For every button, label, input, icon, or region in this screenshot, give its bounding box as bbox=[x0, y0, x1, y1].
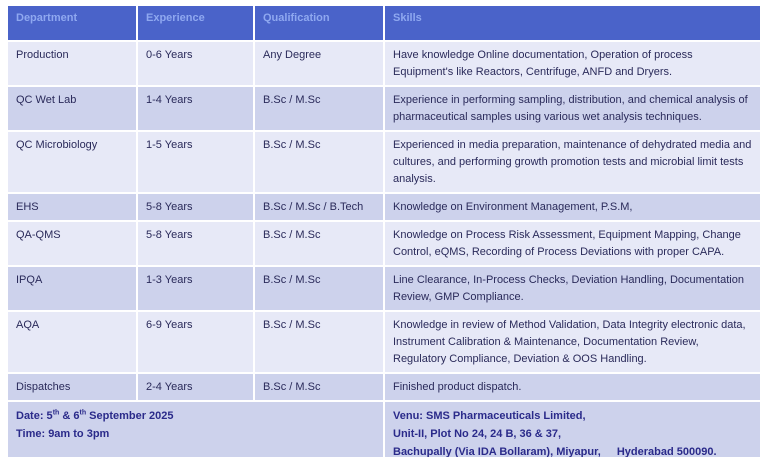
cell-qualification: B.Sc / M.Sc bbox=[255, 267, 383, 310]
cell-experience: 1-5 Years bbox=[138, 132, 253, 192]
table-row bbox=[8, 87, 760, 130]
cell-experience: 0-6 Years bbox=[138, 42, 253, 85]
cell-qualification: B.Sc / M.Sc bbox=[255, 87, 383, 130]
table-row bbox=[8, 267, 760, 310]
cell-department: QC Microbiology bbox=[8, 132, 136, 192]
venue-line: Bachupally (Via IDA Bollaram), Miyapur, Hyderabad 500090. bbox=[393, 446, 717, 457]
cell-skills: Experienced in media preparation, maintenance of dehydrated media and cultures, and performing growth promotion tests and microbial limit tests analysis. bbox=[385, 132, 760, 192]
cell-skills: Line Clearance, In-Process Checks, Deviation Handling, Documentation Review, GMP Compliance. bbox=[385, 267, 760, 310]
cell-skills: Have knowledge Online documentation, Operation of process Equipment's like Reactors, Centrifuge, ANFD and Dryers. bbox=[385, 42, 760, 85]
venue-cell bbox=[385, 402, 760, 457]
table-header-row bbox=[8, 6, 760, 40]
cell-skills: Knowledge on Environment Management, P.S.M, bbox=[385, 194, 760, 220]
header-department: Department bbox=[8, 6, 136, 40]
cell-experience: 6-9 Years bbox=[138, 312, 253, 372]
footer-row bbox=[8, 402, 760, 457]
cell-experience: 1-4 Years bbox=[138, 87, 253, 130]
cell-experience: 1-3 Years bbox=[138, 267, 253, 310]
cell-skills: Knowledge in review of Method Validation, Data Integrity electronic data, Instrument Calibration & Maintenance, Documentation Review, Regulatory Compliance, Deviation & OOS Handling. bbox=[385, 312, 760, 372]
jobs-table bbox=[6, 4, 762, 457]
cell-department: EHS bbox=[8, 194, 136, 220]
cell-experience: 2-4 Years bbox=[138, 374, 253, 400]
cell-department: AQA bbox=[8, 312, 136, 372]
cell-qualification: B.Sc / M.Sc bbox=[255, 374, 383, 400]
event-time: Time: 9am to 3pm bbox=[16, 428, 110, 440]
date-time-cell bbox=[8, 402, 383, 457]
cell-qualification: Any Degree bbox=[255, 42, 383, 85]
table-row bbox=[8, 132, 760, 192]
cell-department: Dispatches bbox=[8, 374, 136, 400]
cell-experience: 5-8 Years bbox=[138, 194, 253, 220]
table-row bbox=[8, 222, 760, 265]
header-qualification: Qualification bbox=[255, 6, 383, 40]
header-experience: Experience bbox=[138, 6, 253, 40]
event-date: Date: 5th & 6th September 2025 bbox=[16, 409, 174, 422]
cell-department: IPQA bbox=[8, 267, 136, 310]
cell-experience: 5-8 Years bbox=[138, 222, 253, 265]
cell-skills: Experience in performing sampling, distribution, and chemical analysis of pharmaceutical samples using various wet analysis techniques. bbox=[385, 87, 760, 130]
table-row bbox=[8, 42, 760, 85]
cell-department: QA-QMS bbox=[8, 222, 136, 265]
cell-department: QC Wet Lab bbox=[8, 87, 136, 130]
cell-department: Production bbox=[8, 42, 136, 85]
cell-qualification: B.Sc / M.Sc / B.Tech bbox=[255, 194, 383, 220]
table-row bbox=[8, 374, 760, 400]
cell-qualification: B.Sc / M.Sc bbox=[255, 222, 383, 265]
venue-line: Venu: SMS Pharmaceuticals Limited, bbox=[393, 410, 586, 422]
cell-qualification: B.Sc / M.Sc bbox=[255, 132, 383, 192]
table-row bbox=[8, 194, 760, 220]
cell-skills: Knowledge on Process Risk Assessment, Equipment Mapping, Change Control, eQMS, Recording of Process Deviations with proper CAPA. bbox=[385, 222, 760, 265]
table-row bbox=[8, 312, 760, 372]
cell-qualification: B.Sc / M.Sc bbox=[255, 312, 383, 372]
venue-line: Unit-II, Plot No 24, 24 B, 36 & 37, bbox=[393, 428, 562, 440]
header-skills: Skills bbox=[385, 6, 760, 40]
cell-skills: Finished product dispatch. bbox=[385, 374, 760, 400]
